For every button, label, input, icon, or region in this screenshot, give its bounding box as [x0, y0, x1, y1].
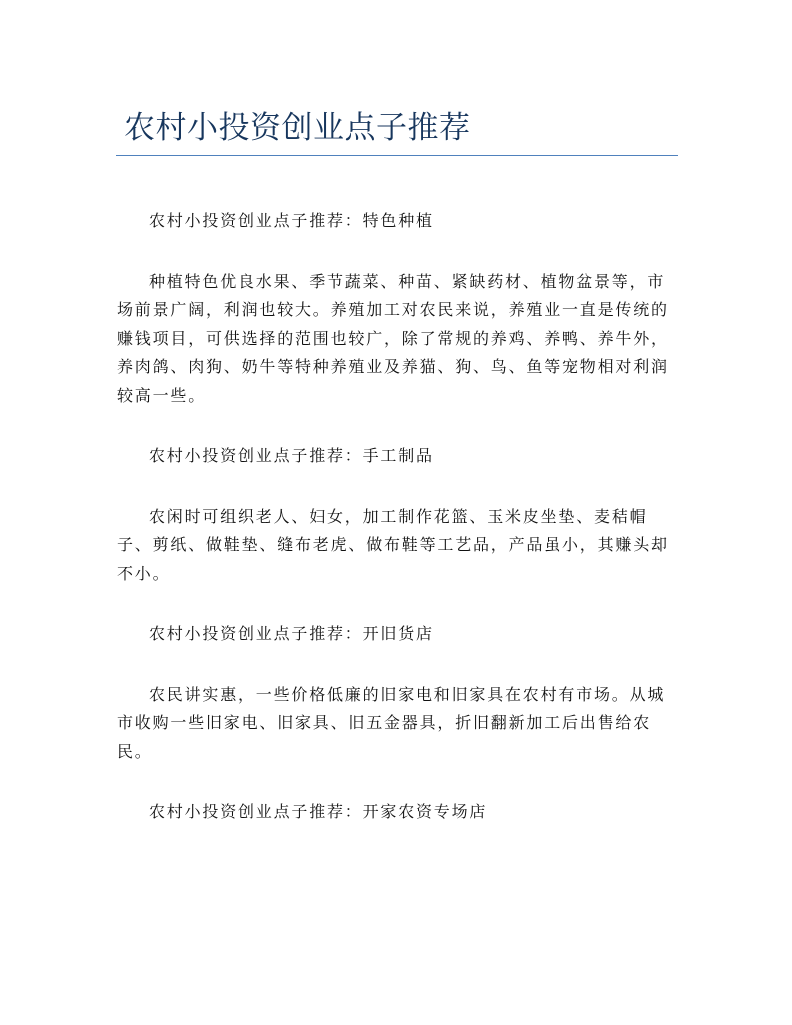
section-heading-second-hand-store: 农村小投资创业点子推荐：开旧货店	[149, 624, 434, 643]
section-heading-handicrafts: 农村小投资创业点子推荐：手工制品	[149, 446, 434, 465]
document-title: 农村小投资创业点子推荐	[124, 110, 471, 146]
title-divider	[116, 155, 678, 156]
paragraph-handicrafts: 农闲时可组织老人、妇女，加工制作花篮、玉米皮坐垫、麦秸帽子、剪纸、做鞋垫、缝布老虎、做布鞋等工艺品，产品虽小，其赚头却不小。	[117, 506, 669, 583]
paragraph-specialty-planting: 种植特色优良水果、季节蔬菜、种苗、紧缺药材、植物盆景等，市场前景广阔，利润也较大。养殖加工对农民来说，养殖业一直是传统的赚钱项目，可供选择的范围也较广，除了常规的养鸡、养鸭、养牛外，养肉鸽、肉狗、奶牛等特种养殖业及养猫、狗、鸟、鱼等宠物相对利润较高一些。	[117, 271, 669, 405]
section-heading-specialty-planting: 农村小投资创业点子推荐：特色种植	[149, 211, 434, 230]
paragraph-second-hand-store: 农民讲实惠，一些价格低廉的旧家电和旧家具在农村有市场。从城市收购一些旧家电、旧家具、旧五金器具，折旧翻新加工后出售给农民。	[117, 684, 666, 761]
document-body	[117, 207, 677, 827]
section-heading-agri-supply-store: 农村小投资创业点子推荐：开家农资专场店	[149, 802, 488, 821]
